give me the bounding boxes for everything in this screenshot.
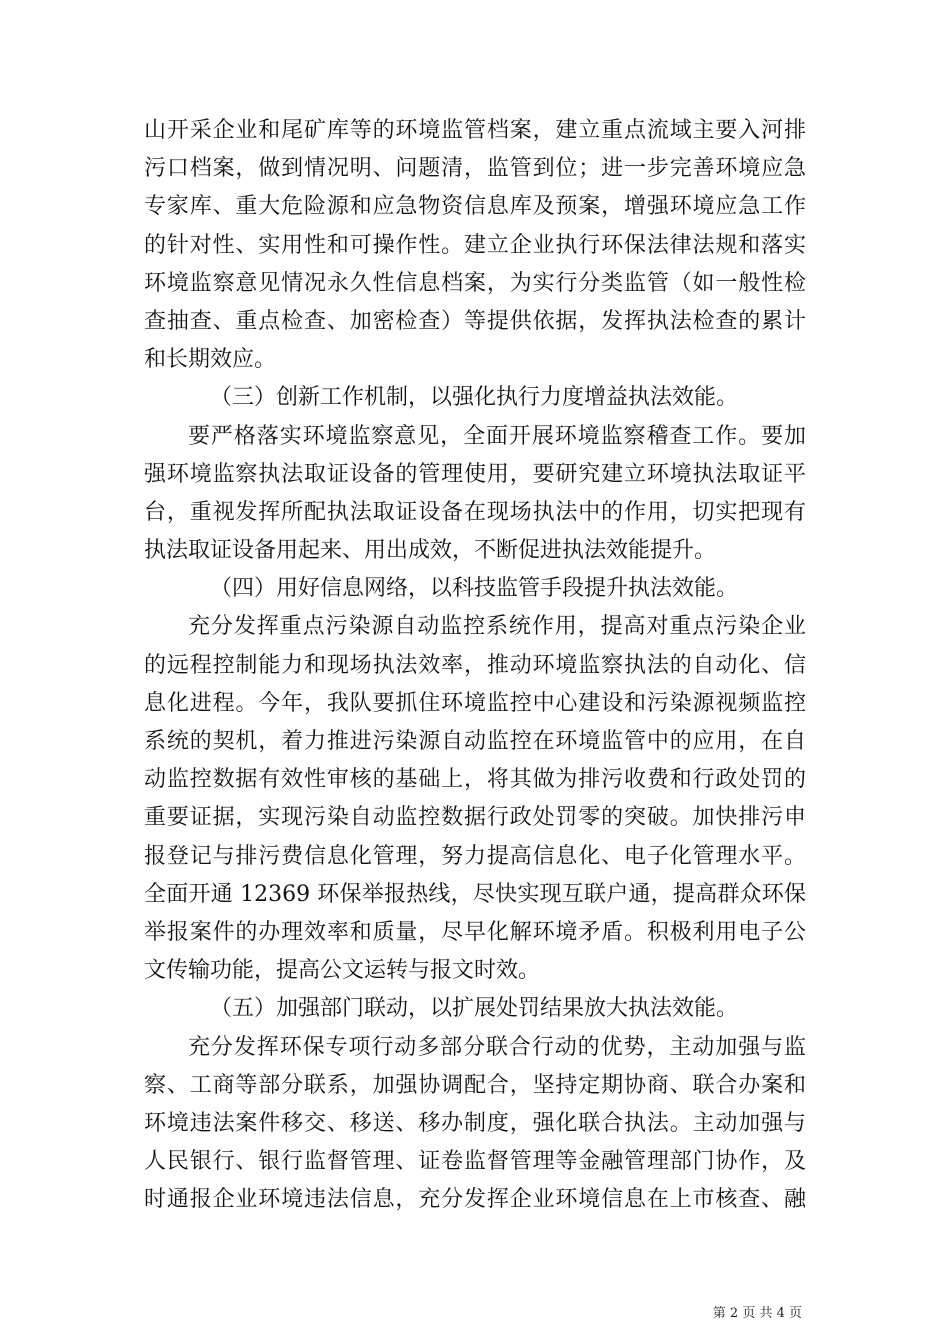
text-line: 和长期效应。 — [144, 347, 277, 373]
paragraph — [144, 608, 806, 990]
text-line: 专家库、重大危险源和应急物资信息库及预案，增强环境应急工作 — [144, 194, 806, 220]
text-line: 山开采企业和尾矿库等的环境监管档案，建立重点流域主要入河排 — [144, 118, 806, 143]
text-line: 时通报企业环境违法信息，充分发挥企业环境信息在上市核查、融 — [144, 1187, 806, 1213]
text-line: 的远程控制能力和现场执法效率，推动环境监察执法的自动化、信 — [144, 652, 806, 678]
text-line: 环境监察意见情况永久性信息档案，为实行分类监管（如一般性检 — [144, 270, 806, 296]
text-line: 查抽查、重点检查、加密检查）等提供依据，发挥执法检查的累计 — [144, 308, 806, 334]
paragraph — [144, 1029, 806, 1220]
document-body — [144, 112, 806, 1219]
text-line: 察、工商等部分联系，加强协调配合，坚持定期协商、联合办案和 — [144, 1072, 806, 1098]
text-line: 举报案件的办理效率和质量，尽早化解环境矛盾。积极利用电子公 — [144, 919, 806, 945]
text-line: 报登记与排污费信息化管理，努力提高信息化、电子化管理水平。 — [144, 843, 806, 869]
text-line: 充分发挥环保专项行动多部分联合行动的优势，主动加强与监 — [188, 1034, 806, 1060]
heading-text: （五）加强部门联动，以扩展处罚结果放大执法效能。 — [210, 996, 739, 1022]
text-line: 文传输功能，提高公文运转与报文时效。 — [144, 958, 541, 984]
text-line: 动监控数据有效性审核的基础上，将其做为排污收费和行政处罚的 — [144, 767, 806, 793]
text-line: 强环境监察执法取证设备的管理使用，要研究建立环境执法取证平 — [144, 461, 806, 487]
text-line: 系统的契机，着力推进污染源自动监控在环境监管中的应用，在自 — [144, 729, 806, 754]
page-number: 第 2 页 共 4 页 — [712, 1306, 802, 1321]
paragraph — [144, 418, 806, 571]
section-heading — [144, 379, 806, 417]
text-line: 污口档案，做到情况明、问题清，监管到位；进一步完善环境应急 — [144, 156, 806, 182]
text-line: 人民银行、银行监督管理、证卷监督管理等金融管理部门协作，及 — [144, 1149, 806, 1175]
text-line: 重要证据，实现污染自动监控数据行政处罚零的突破。加快排污申 — [144, 805, 806, 831]
text-line: 台，重视发挥所配执法取证设备在现场执法中的作用，切实把现有 — [144, 499, 806, 525]
section-heading — [144, 990, 806, 1028]
text-line: 要严格落实环境监察意见，全面开展环境监察稽查工作。要加 — [188, 423, 806, 449]
text-line: 环境违法案件移交、移送、移办制度，强化联合执法。主动加强与 — [144, 1110, 806, 1136]
text-line: 执法取证设备用起来、用出成效，不断促进执法效能提升。 — [144, 538, 717, 564]
paragraph — [144, 112, 806, 379]
text-line: 充分发挥重点污染源自动监控系统作用，提高对重点污染企业 — [188, 614, 806, 640]
section-heading — [144, 570, 806, 608]
text-line: 的针对性、实用性和可操作性。建立企业执行环保法律法规和落实 — [144, 232, 806, 258]
heading-text: （四）用好信息网络，以科技监管手段提升执法效能。 — [210, 576, 739, 602]
text-line: 全面开通 12369 环保举报热线，尽快实现互联户通，提高群众环保 — [144, 881, 806, 907]
heading-text: （三）创新工作机制，以强化执行力度增益执法效能。 — [210, 385, 739, 411]
text-line: 息化进程。今年，我队要抓住环境监控中心建设和污染源视频监控 — [144, 690, 806, 716]
